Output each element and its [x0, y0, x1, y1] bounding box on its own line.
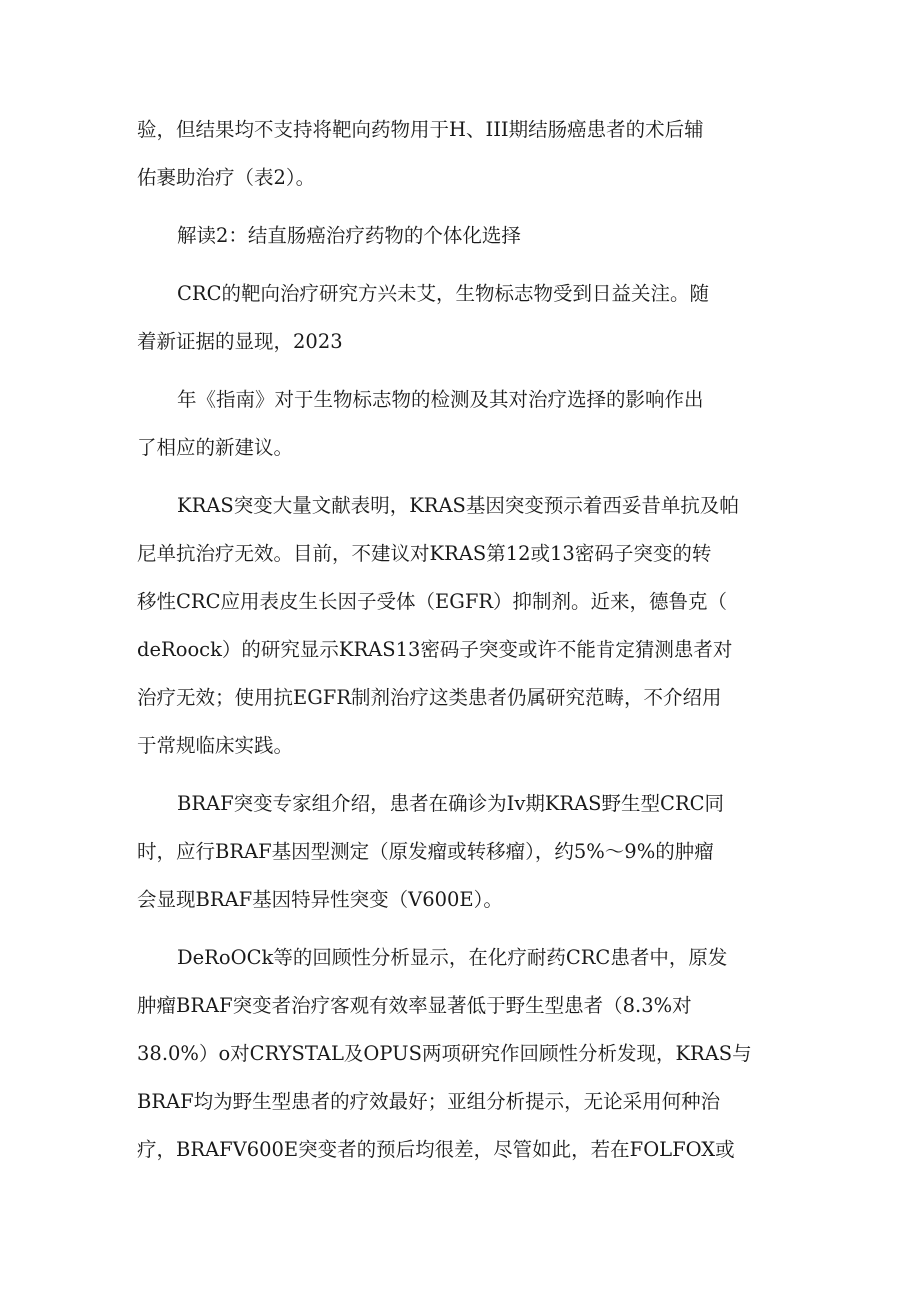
section-heading — [137, 212, 777, 260]
text-line: 38.0%）o对CRYSTAL及OPUS两项研究作回顾性分析发现，KRAS与 — [137, 1042, 752, 1065]
text-line: 治疗无效；使用抗EGFR制剂治疗这类患者仍属研究范畴，不介绍用 — [137, 686, 722, 709]
text-line: BRAF均为野生型患者的疗效最好；亚组分析提示，无论采用何种治 — [137, 1090, 721, 1113]
document-page — [137, 106, 777, 1184]
text-line: 肿瘤BRAF突变者治疗客观有效率显著低于野生型患者（8.3%对 — [137, 994, 692, 1017]
text-line: CRC的靶向治疗研究方兴未艾，生物标志物受到日益关注。随 — [177, 282, 710, 305]
text-line: DeRoOCk等的回顾性分析显示，在化疗耐药CRC患者中，原发 — [177, 946, 728, 969]
text-line: 尼单抗治疗无效。目前，不建议对KRAS第12或13密码子突变的转 — [137, 542, 712, 565]
paragraph-braf — [137, 780, 777, 924]
text-line: 年《指南》对于生物标志物的检测及其对治疗选择的影响作出 — [177, 388, 704, 411]
paragraph-1 — [137, 106, 777, 202]
text-line: 验，但结果均不支持将靶向药物用于H、III期结肠癌患者的术后辅 — [137, 118, 704, 141]
text-line: deRoock）的研究显示KRAS13密码子突变或许不能肯定猜测患者对 — [137, 638, 733, 661]
text-line: 着新证据的显现，2023 — [137, 330, 343, 353]
paragraph-3 — [137, 270, 777, 366]
text-line: BRAF突变专家组介绍，患者在确诊为Iv期KRAS野生型CRC同 — [177, 792, 725, 815]
paragraph-4 — [137, 376, 777, 472]
text-line: 时，应行BRAF基因型测定（原发瘤或转移瘤），约5%～9%的肿瘤 — [137, 840, 714, 863]
text-line: 了相应的新建议。 — [137, 436, 294, 459]
text-line: KRAS突变大量文献表明，KRAS基因突变预示着西妥昔单抗及帕 — [177, 494, 739, 517]
heading-line: 解读2：结直肠癌治疗药物的个体化选择 — [177, 224, 521, 247]
text-line: 佑裹助治疗（表2）。 — [137, 166, 316, 189]
paragraph-kras — [137, 482, 777, 770]
paragraph-deroock — [137, 934, 777, 1174]
text-line: 于常规临床实践。 — [137, 734, 294, 757]
text-line: 疗，BRAFV600E突变者的预后均很差，尽管如此，若在FOLFOX或 — [137, 1138, 735, 1161]
text-line: 移性CRC应用表皮生长因子受体（EGFR）抑制剂。近来，德鲁克（ — [137, 590, 728, 613]
text-line: 会显现BRAF基因特异性突变（V600E）。 — [137, 888, 503, 911]
